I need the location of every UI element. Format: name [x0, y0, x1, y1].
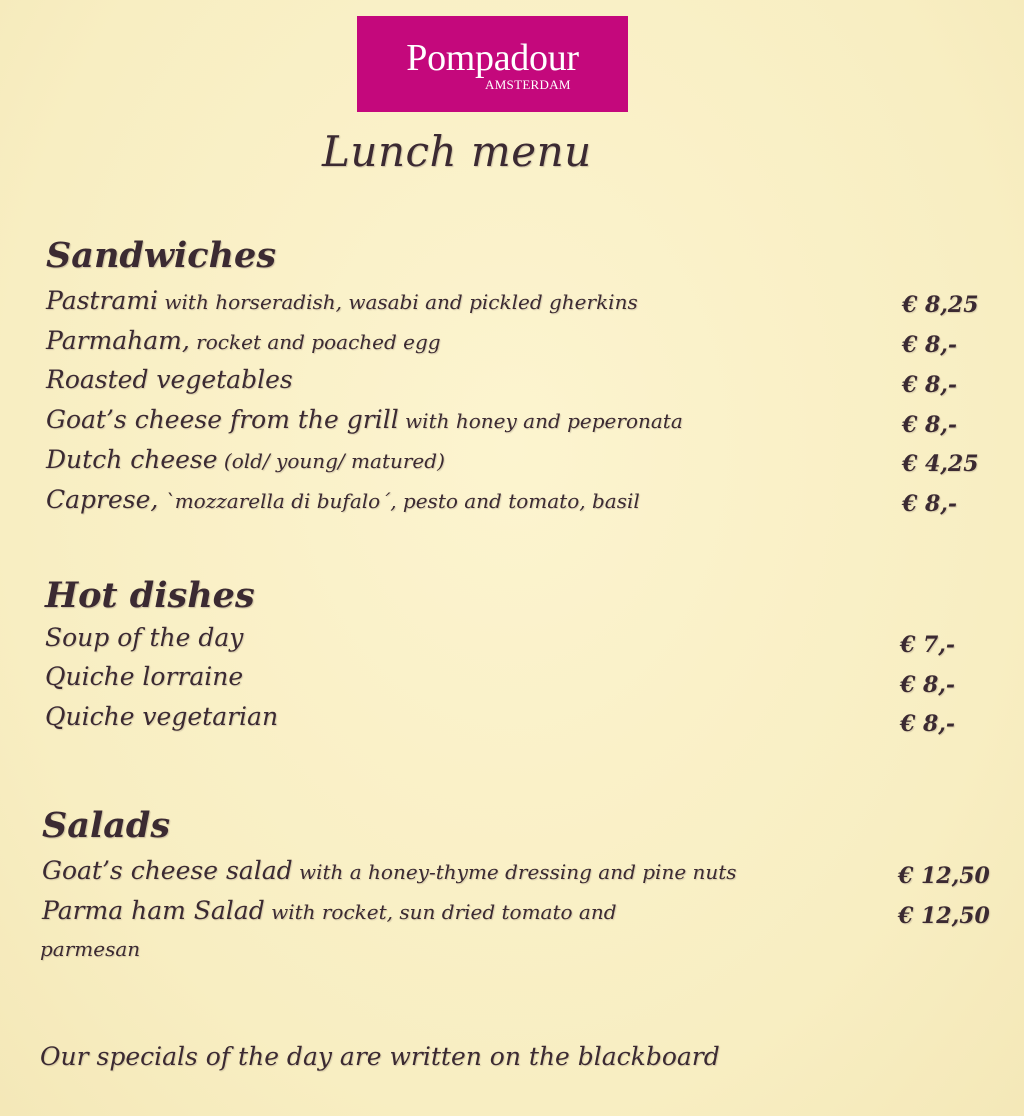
menu-item	[46, 326, 441, 359]
pompadour-logo	[357, 16, 628, 112]
item-description: rocket and poached egg	[189, 330, 441, 354]
item-price: € 12,50	[898, 863, 990, 889]
menu-item	[46, 365, 293, 398]
item-description: (old/ young/ matured)	[217, 449, 445, 473]
menu-item	[45, 662, 243, 695]
menu-item	[46, 286, 638, 319]
item-price: € 8,-	[902, 332, 958, 358]
item-price: € 4,25	[902, 451, 979, 477]
item-name: Parma ham Salad	[42, 896, 265, 925]
item-description: with rocket, sun dried tomato and	[264, 900, 617, 924]
item-price: € 7,-	[900, 632, 956, 658]
section-title-salads: Salads	[42, 805, 171, 846]
item-name: Roasted vegetables	[46, 365, 293, 394]
menu-item-continuation	[40, 934, 140, 966]
item-price: € 12,50	[898, 903, 990, 929]
item-description: `mozzarella di bufalo´, pesto and tomato, basil	[158, 489, 640, 513]
item-name: Soup of the day	[45, 623, 244, 652]
item-name: Quiche lorraine	[45, 662, 244, 691]
item-price: € 8,-	[902, 412, 958, 438]
item-description: with a honey-thyme dressing and pine nuts	[292, 860, 737, 884]
menu-item	[42, 896, 617, 929]
item-price: € 8,-	[902, 372, 958, 398]
item-name: Goat’s cheese salad	[42, 856, 293, 885]
specials-note: Our specials of the day are written on the blackboard	[40, 1042, 720, 1071]
logo-name: Pompadour	[406, 37, 579, 79]
item-price: € 8,-	[900, 672, 956, 698]
section-title-sandwiches: Sandwiches	[46, 235, 277, 276]
item-name: Caprese,	[46, 485, 159, 514]
menu-item	[46, 405, 683, 438]
menu-item	[45, 702, 278, 735]
item-description: with horseradish, wasabi and pickled gherkins	[158, 290, 638, 314]
item-price: € 8,-	[902, 491, 958, 517]
item-name: Pastrami	[46, 286, 159, 315]
section-title-hot-dishes: Hot dishes	[45, 575, 255, 616]
item-name: Parmaham,	[46, 326, 190, 355]
item-name: Goat’s cheese from the grill	[46, 405, 399, 434]
menu-item	[46, 485, 640, 518]
item-description: parmesan	[40, 937, 141, 961]
menu-item	[45, 623, 243, 656]
menu-item	[46, 445, 445, 478]
menu-title: Lunch menu	[322, 127, 592, 176]
item-price: € 8,-	[900, 711, 956, 737]
item-price: € 8,25	[902, 292, 979, 318]
item-description: with honey and peperonata	[398, 409, 683, 433]
item-name: Dutch cheese	[46, 445, 218, 474]
menu-item	[42, 856, 737, 889]
item-name: Quiche vegetarian	[45, 702, 279, 731]
logo-city: AMSTERDAM	[485, 77, 571, 92]
